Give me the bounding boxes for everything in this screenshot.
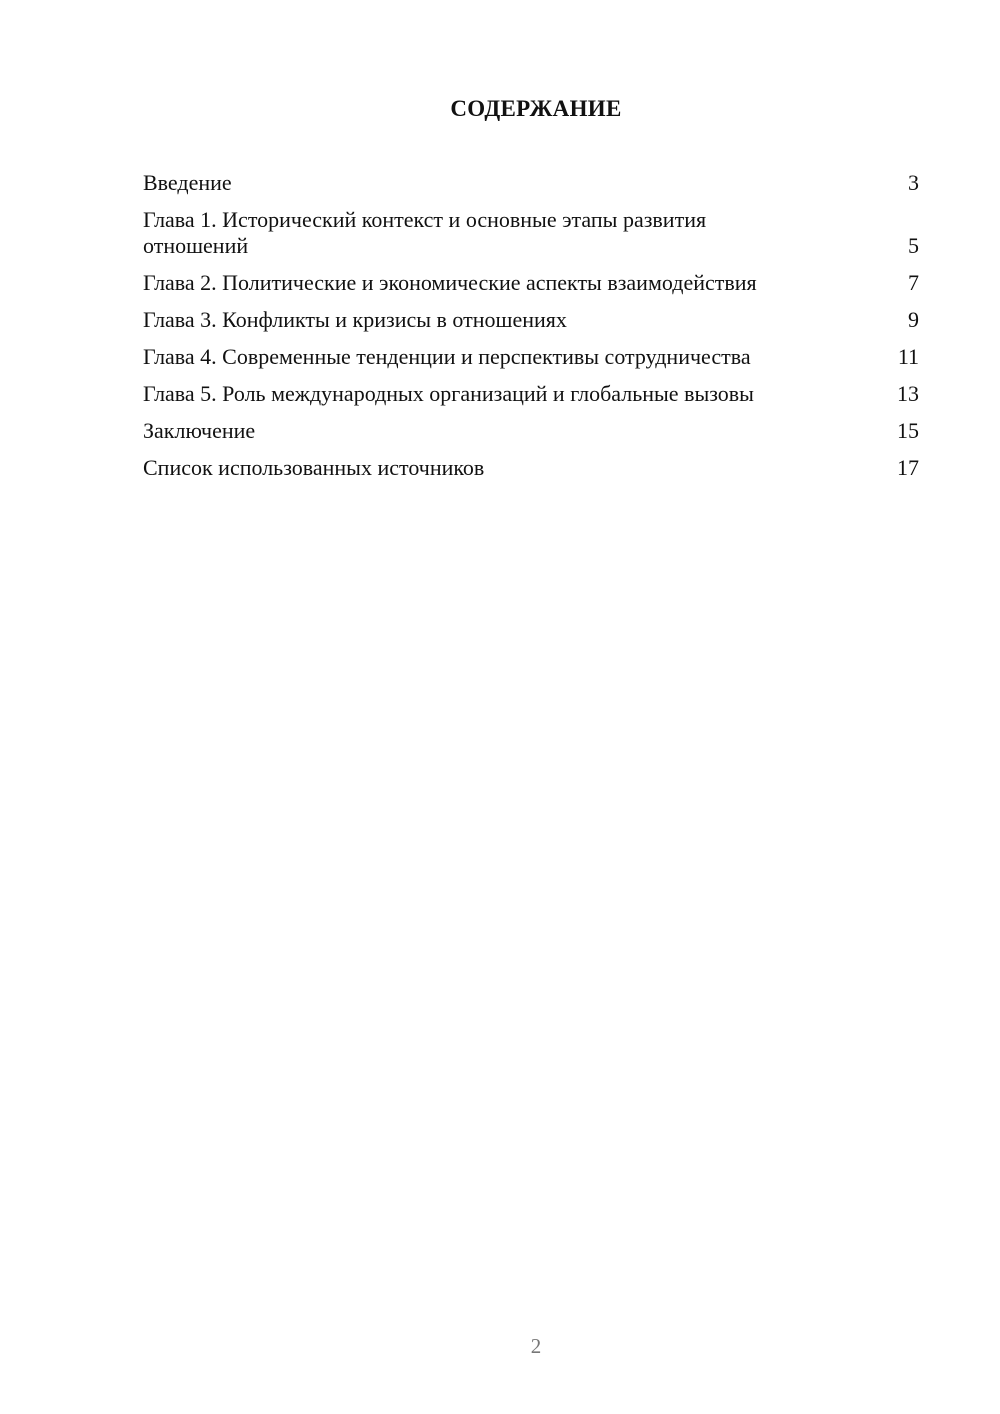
toc-entry-label: Введение (143, 170, 232, 195)
toc-entry-chapter-2 (143, 270, 919, 296)
toc-entry-page: 11 (897, 344, 919, 369)
toc-entry-label: Глава 3. Конфликты и кризисы в отношениях (143, 307, 567, 332)
toc-entry-chapter-4 (143, 344, 919, 370)
toc-entry-chapter-1 (143, 207, 919, 259)
toc-entry-page: 17 (897, 455, 919, 480)
toc-entry-introduction (143, 170, 919, 196)
toc-entry-label: Глава 4. Современные тенденции и перспективы сотрудничества (143, 344, 751, 369)
toc-entry-page: 7 (908, 270, 919, 295)
toc-entry-page: 3 (908, 170, 919, 195)
toc-entry-conclusion (143, 418, 919, 444)
page-number: 2 (530, 1334, 542, 1358)
toc-entry-references (143, 455, 919, 481)
toc-entry-chapter-3 (143, 307, 919, 333)
toc-entry-label: Глава 5. Роль международных организаций и глобальные вызовы (143, 381, 754, 406)
page-title: СОДЕРЖАНИЕ (450, 96, 622, 121)
table-of-contents (143, 170, 919, 492)
toc-entry-label: Глава 2. Политические и экономические аспекты взаимодействия (143, 270, 757, 295)
toc-entry-label: Глава 1. Исторический контекст и основные этапы развития отношений (143, 207, 707, 258)
toc-entry-page: 5 (908, 233, 919, 258)
toc-entry-page: 13 (897, 381, 919, 406)
toc-entry-label: Заключение (143, 418, 256, 443)
toc-entry-label: Список использованных источников (143, 455, 485, 480)
toc-entry-page: 9 (908, 307, 919, 332)
toc-entry-page: 15 (897, 418, 919, 443)
toc-entry-chapter-5 (143, 381, 919, 407)
